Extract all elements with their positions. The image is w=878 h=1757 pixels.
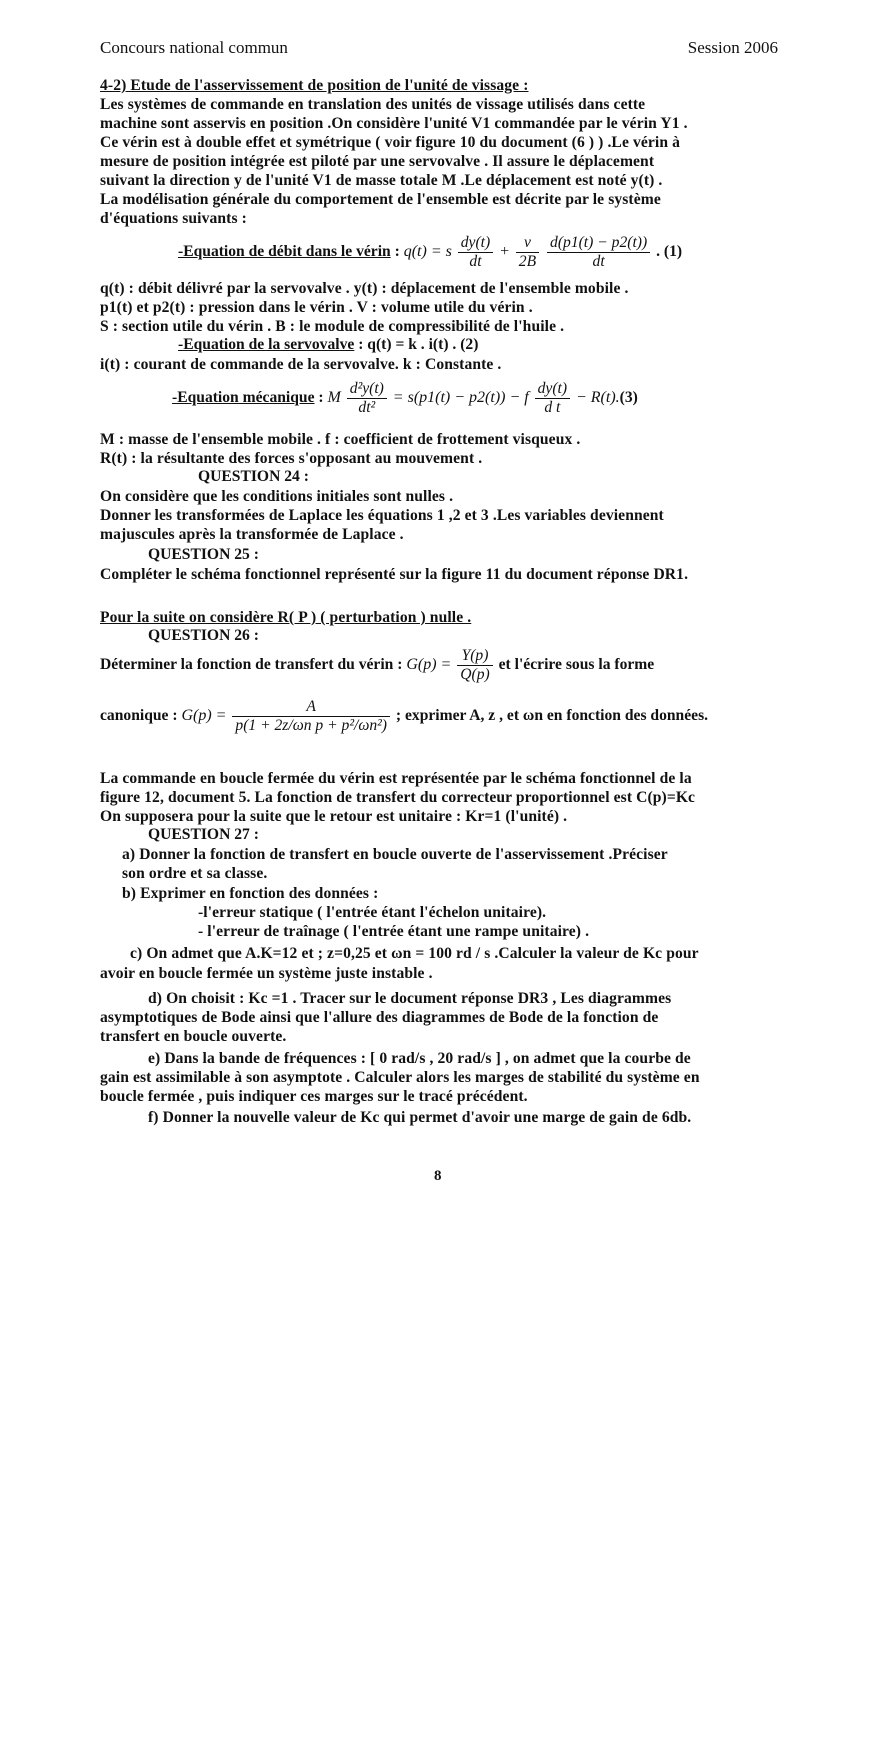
- question-27e: e) Dans la bande de fréquences : [ 0 rad/s , 20 rad/s ] , on admet que la courbe de: [148, 1050, 691, 1067]
- intro-line: La modélisation générale du comportement de l'ensemble est décrite par le système: [100, 191, 661, 208]
- question-27a: son ordre et sa classe.: [122, 865, 268, 882]
- definition-line: M : masse de l'ensemble mobile . f : coefficient de frottement visqueux .: [100, 431, 581, 448]
- fraction: $\frac{Y(p)}{Q(p)}$: [457, 647, 492, 684]
- question-24-title: QUESTION 24 :: [198, 468, 309, 485]
- intro-line: mesure de position intégrée est piloté par une servovalve . Il assure le déplacement: [100, 153, 655, 170]
- intro-line: machine sont asservis en position .On considère l'unité V1 commandée par le vérin Y1 .: [100, 115, 688, 132]
- equation-flow-label: -Equation de débit dans le vérin: [178, 243, 391, 261]
- question-26-canonical: canonique : G(p) = $\frac{A}{\text{p(1 + 2z/ωn p + p²/ωn²)}}$ ; exprimer A, z , et ωn en fonction des données.: [100, 698, 709, 734]
- fraction: $\frac{v}{2B}$: [516, 234, 539, 271]
- equation-servovalve-body: : q(t) = k . i(t) . (2): [354, 336, 479, 353]
- fraction: $\frac{d(p1(t) - p2(t))}{dt}$: [547, 234, 650, 271]
- question-27b: -l'erreur statique ( l'entrée étant l'échelon unitaire).: [198, 904, 547, 921]
- perturbation-note: Pour la suite on considère R( P ) ( perturbation ) nulle .: [100, 609, 472, 626]
- question-26-text: Déterminer la fonction de transfert du vérin :: [100, 656, 403, 674]
- question-26-title: QUESTION 26 :: [148, 627, 259, 644]
- header-left: Concours national commun: [100, 38, 288, 57]
- question-24-line: Donner les transformées de Laplace les équations 1 ,2 et 3 .Les variables deviennent: [100, 507, 664, 524]
- question-24-line: majuscules après la transformée de Laplace .: [100, 526, 404, 543]
- question-26-text: et l'écrire sous la forme: [498, 656, 655, 674]
- question-26-transfer: Déterminer la fonction de transfert du vérin : G(p) = $\frac{Y(p)}{Q(p)}$ et l'écrire sous la forme: [100, 647, 655, 683]
- question-27f: f) Donner la nouvelle valeur de Kc qui permet d'avoir une marge de gain de 6db.: [148, 1109, 692, 1126]
- equation-number: (3): [619, 389, 638, 407]
- section-title: 4-2) Etude de l'asservissement de position de l'unité de vissage :: [100, 77, 529, 94]
- equation-flow-lhs: q(t) = s: [403, 243, 452, 261]
- fraction: $\frac{dy(t)}{dt}$: [458, 234, 493, 271]
- equation-mechanical-label: -Equation mécanique: [172, 389, 315, 407]
- question-25-line: Compléter le schéma fonctionnel représenté sur la figure 11 du document réponse DR1.: [100, 566, 689, 583]
- question-27b: b) Exprimer en fonction des données :: [122, 885, 379, 902]
- fraction: $\frac{dy(t)}{\text{d t}}$: [535, 380, 570, 417]
- question-27-title: QUESTION 27 :: [148, 826, 259, 843]
- definition-line: S : section utile du vérin . B : le module de compressibilité de l'huile .: [100, 318, 565, 335]
- definition-line: R(t) : la résultante des forces s'opposant au mouvement .: [100, 450, 483, 467]
- equation-flow: -Equation de débit dans le vérin : q(t) = s $\frac{dy(t)}{dt}$ + $\frac{v}{2B}$ $\frac{d(p1(t) - p2(t))}{dt}$ . (1): [178, 234, 683, 270]
- definition-line: p1(t) et p2(t) : pression dans le vérin . V : volume utile du vérin .: [100, 299, 533, 316]
- intro-line: suivant la direction y de l'unité V1 de masse totale M .Le déplacement est noté y(t) .: [100, 172, 663, 189]
- fraction: $\frac{\text{d²y(t)}}{\text{dt²}}$: [347, 380, 387, 417]
- equation-mechanical: -Equation mécanique : M $\frac{\text{d²y(t)}}{\text{dt²}}$ = s(p1(t) − p2(t)) − f $\frac{dy(t)}{\text{d t}}$ − R(t).(3): [172, 380, 638, 416]
- loop-line: La commande en boucle fermée du vérin est représentée par le schéma fonctionnel de la: [100, 770, 692, 787]
- loop-line: On supposera pour la suite que le retour est unitaire : Kr=1 (l'unité) .: [100, 808, 568, 825]
- question-27d: transfert en boucle ouverte.: [100, 1028, 287, 1045]
- question-27c: c) On admet que A.K=12 et ; z=0,25 et ωn = 100 rd / s .Calculer la valeur de Kc pour: [130, 945, 699, 962]
- definition-line: q(t) : débit délivré par la servovalve . y(t) : déplacement de l'ensemble mobile .: [100, 280, 629, 297]
- question-27d: asymptotiques de Bode ainsi que l'allure des diagrammes de Bode de la fonction de: [100, 1009, 659, 1026]
- equation-servovalve: [178, 336, 478, 354]
- definition-line: i(t) : courant de commande de la servovalve. k : Constante .: [100, 356, 502, 373]
- header-right: Session 2006: [687, 38, 778, 57]
- equation-number: . (1): [656, 243, 683, 261]
- intro-line: d'équations suivants :: [100, 210, 247, 227]
- page-number: 8: [434, 1168, 442, 1184]
- question-27e: gain est assimilable à son asymptote . Calculer alors les marges de stabilité du système en: [100, 1069, 700, 1086]
- question-27c: avoir en boucle fermée un système juste instable .: [100, 965, 433, 982]
- equation-servovalve-label: -Equation de la servovalve: [178, 336, 355, 353]
- question-27a: a) Donner la fonction de transfert en boucle ouverte de l'asservissement .Préciser: [122, 846, 668, 863]
- question-27b: - l'erreur de traînage ( l'entrée étant une rampe unitaire) .: [198, 923, 590, 940]
- intro-line: Les systèmes de commande en translation des unités de vissage utilisés dans cette: [100, 96, 646, 113]
- question-24-line: On considère que les conditions initiales sont nulles .: [100, 488, 454, 505]
- fraction: $\frac{A}{\text{p(1 + 2z/ωn p + p²/ωn²)}}$: [232, 698, 390, 735]
- question-25-title: QUESTION 25 :: [148, 546, 259, 563]
- loop-line: figure 12, document 5. La fonction de transfert du correcteur proportionnel est C(p)=Kc: [100, 789, 696, 806]
- intro-line: Ce vérin est à double effet et symétrique ( voir figure 10 du document (6 ) ) .Le vérin à: [100, 134, 680, 151]
- question-27e: boucle fermée , puis indiquer ces marges sur le tracé précédent.: [100, 1088, 528, 1105]
- question-27d: d) On choisit : Kc =1 . Tracer sur le document réponse DR3 , Les diagrammes: [148, 990, 672, 1007]
